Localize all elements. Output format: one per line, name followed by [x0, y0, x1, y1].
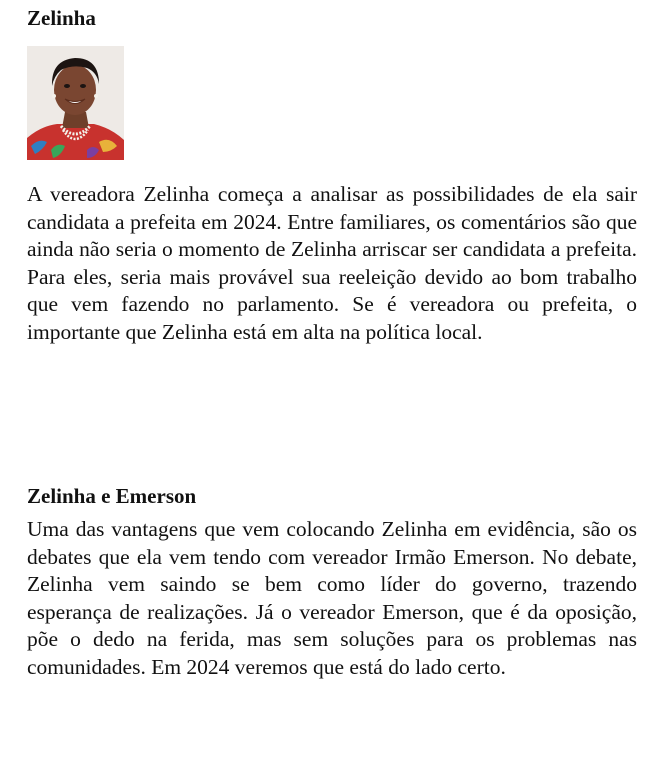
- article-body: Uma das vantagens que vem colocando Zelinha em evidência, são os debates que ela vem tendo com vereador Irmão Emerson. No debate, Zelinha vem saindo se bem como líder do governo, trazendo esperança de realizações. Já o vereador Emerson, que é da oposição, põe o dedo na ferida, mas sem soluções para os problemas nas comunidades. Em 2024 veremos que está do lado certo.: [27, 517, 637, 679]
- article-heading: Zelinha e Emerson: [27, 484, 197, 508]
- portrait-illustration: [27, 46, 124, 160]
- article-zelinha-e-emerson: [27, 484, 637, 681]
- article-zelinha: [27, 6, 637, 346]
- article-heading: Zelinha: [27, 6, 96, 30]
- portrait-photo: [27, 46, 124, 160]
- article-body: A vereadora Zelinha começa a analisar as possibilidades de ela sair candidata a prefeita em 2024. Entre familiares, os comentários são que ainda não seria o momento de Zelinha arriscar ser candidata a prefeita. Para eles, seria mais provável sua reeleição devido ao bom trabalho que vem fazendo no parlamento. Se é vereadora ou prefeita, o importante que Zelinha está em alta na política local.: [27, 182, 637, 344]
